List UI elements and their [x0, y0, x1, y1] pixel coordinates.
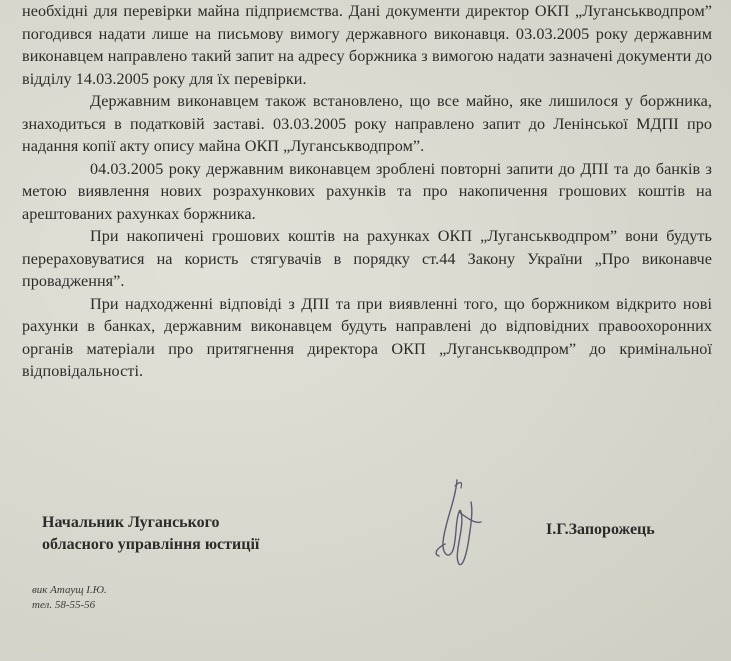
paragraph-5: При надходженні відповіді з ДПІ та при виявленні того, що боржником відкрито нові рахунки в банках, державним виконавцем будуть направлені до відповідних правоохоронних органів матеріали про притягнення директора ОКП „Луганськводпром” до кримінальної відповідальності. [22, 294, 712, 380]
signature-block [0, 500, 731, 610]
paragraph-2: Державним виконавцем також встановлено, що все майно, яке лишилося у боржника, знаходиться в податковій заставі. 03.03.2005 року направлено запит до Ленінської МДПІ про надання копії акту опису майна ОКП „Луганськводпром”. [22, 92, 712, 155]
paragraph-4: При накопичені грошових коштів на рахунках ОКП „Луганськводпром” вони будуть перераховуватися на користь стягувачів в порядку ст.44 Закону України „Про виконавче провадження”. [22, 227, 712, 290]
letter-body [22, 0, 712, 383]
position-line-2: обласного управління юстиції [42, 536, 260, 553]
signatory-position [42, 512, 259, 556]
handwritten-signature [415, 472, 505, 592]
position-line-1: Начальник Луганського [42, 514, 220, 531]
signatory-name: І.Г.Запорожець [546, 521, 655, 538]
executor-note: вик Атаущ І.Ю. [32, 584, 107, 596]
phone-note: тел. 58-55-56 [32, 599, 96, 611]
paragraph-3: 04.03.2005 року державним виконавцем зроблені повторні запити до ДПІ та до банків з метою виявлення нових розрахункових рахунків та про накопичення грошових коштів на арештованих рахунках боржника. [22, 159, 712, 223]
footer-notes [32, 583, 107, 613]
paragraph-1: необхідні для перевірки майна підприємства. Дані документи директор ОКП „Луганськводпром” погодився надати лише на письмову вимогу державного виконавця. 03.03.2005 року державним виконавцем направлено такий запит на адресу боржника з вимогою надати зазначені документи до відділу 14.03.2005 року для їх перевірки. [22, 2, 712, 88]
